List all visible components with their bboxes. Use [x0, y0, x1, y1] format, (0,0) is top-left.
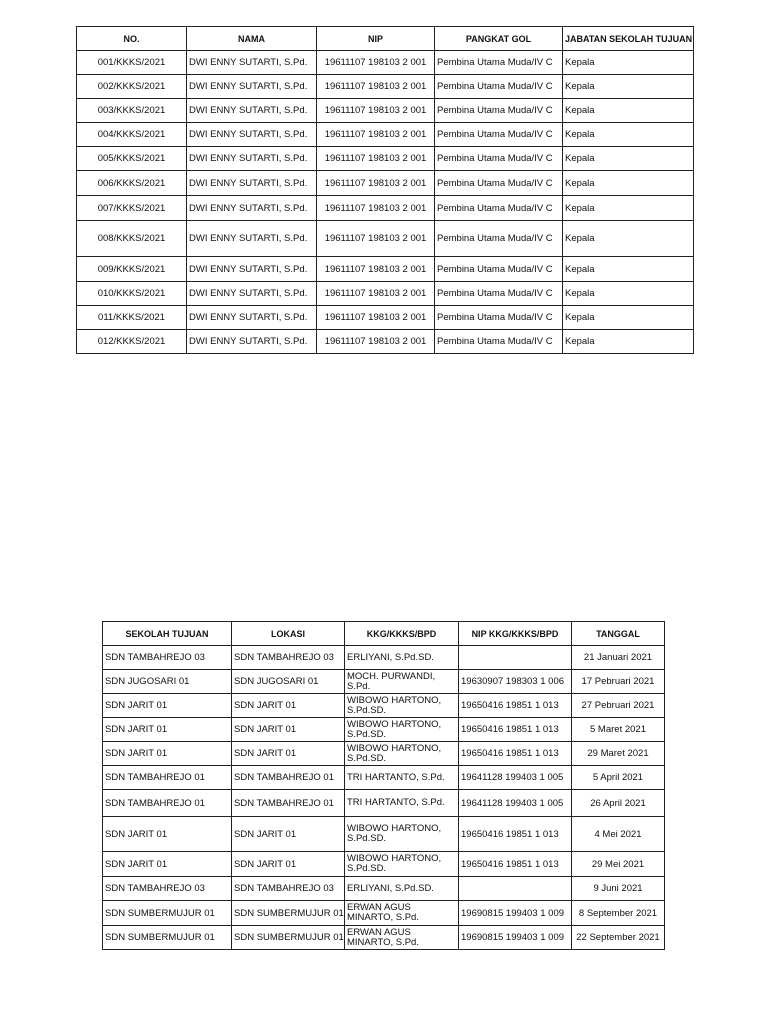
- cell-sekolah-tujuan: SDN JARIT 01: [103, 852, 232, 877]
- cell-nip-kkg: 19650416 19851 1 013: [459, 718, 572, 742]
- cell-kkg: WIBOWO HARTONO, S.Pd.SD.: [345, 852, 459, 877]
- cell-lokasi: SDN TAMBAHREJO 03: [232, 877, 345, 901]
- cell-nama: DWI ENNY SUTARTI, S.Pd.: [187, 196, 317, 221]
- header-tanggal: TANGGAL: [572, 622, 665, 646]
- surat-table: [76, 26, 694, 354]
- cell-tanggal: 5 April 2021: [572, 766, 665, 790]
- cell-kkg: WIBOWO HARTONO, S.Pd.SD.: [345, 817, 459, 852]
- cell-pangkat: Pembina Utama Muda/IV C: [435, 123, 563, 147]
- table-row: [103, 646, 665, 670]
- cell-nama: DWI ENNY SUTARTI, S.Pd.: [187, 75, 317, 99]
- table-row: [77, 147, 694, 171]
- cell-pangkat: Pembina Utama Muda/IV C: [435, 99, 563, 123]
- table-row: [77, 171, 694, 196]
- cell-jabatan: Kepala: [563, 330, 694, 354]
- cell-jabatan: Kepala: [563, 221, 694, 257]
- cell-kkg: TRI HARTANTO, S.Pd.: [345, 766, 459, 790]
- cell-nip-kkg: 19650416 19851 1 013: [459, 852, 572, 877]
- table-row: [103, 766, 665, 790]
- cell-sekolah-tujuan: SDN JUGOSARI 01: [103, 670, 232, 694]
- cell-sekolah-tujuan: SDN TAMBAHREJO 03: [103, 877, 232, 901]
- cell-no: 010/KKKS/2021: [77, 282, 187, 306]
- cell-tanggal: 8 September 2021: [572, 901, 665, 926]
- cell-nama: DWI ENNY SUTARTI, S.Pd.: [187, 257, 317, 282]
- cell-pangkat: Pembina Utama Muda/IV C: [435, 75, 563, 99]
- cell-pangkat: Pembina Utama Muda/IV C: [435, 221, 563, 257]
- table-row: [77, 282, 694, 306]
- cell-nip: 19611107 198103 2 001: [317, 306, 435, 330]
- table-header-row: [77, 27, 694, 51]
- cell-sekolah-tujuan: SDN JARIT 01: [103, 742, 232, 766]
- header-no: NO.: [77, 27, 187, 51]
- table-row: [77, 99, 694, 123]
- cell-pangkat: Pembina Utama Muda/IV C: [435, 147, 563, 171]
- table-row: [103, 742, 665, 766]
- cell-no: 007/KKKS/2021: [77, 196, 187, 221]
- cell-jabatan: Kepala: [563, 99, 694, 123]
- cell-jabatan: Kepala: [563, 282, 694, 306]
- cell-jabatan: Kepala: [563, 306, 694, 330]
- table-row: [77, 330, 694, 354]
- header-nip-kkg: NIP KKG/KKKS/BPD: [459, 622, 572, 646]
- cell-no: 012/KKKS/2021: [77, 330, 187, 354]
- cell-kkg: WIBOWO HARTONO, S.Pd.SD.: [345, 742, 459, 766]
- cell-pangkat: Pembina Utama Muda/IV C: [435, 306, 563, 330]
- cell-tanggal: 4 Mei 2021: [572, 817, 665, 852]
- table-row: [77, 51, 694, 75]
- cell-nip-kkg: 19630907 198303 1 006: [459, 670, 572, 694]
- cell-kkg: TRI HARTANTO, S.Pd.: [345, 790, 459, 817]
- header-pangkat-gol: PANGKAT GOL: [435, 27, 563, 51]
- cell-jabatan: Kepala: [563, 196, 694, 221]
- cell-lokasi: SDN JARIT 01: [232, 742, 345, 766]
- cell-jabatan: Kepala: [563, 171, 694, 196]
- cell-pangkat: Pembina Utama Muda/IV C: [435, 257, 563, 282]
- cell-tanggal: 17 Pebruari 2021: [572, 670, 665, 694]
- cell-jabatan: Kepala: [563, 51, 694, 75]
- cell-no: 005/KKKS/2021: [77, 147, 187, 171]
- cell-lokasi: SDN SUMBERMUJUR 01: [232, 926, 345, 950]
- cell-nip: 19611107 198103 2 001: [317, 123, 435, 147]
- cell-kkg: ERLIYANI, S.Pd.SD.: [345, 646, 459, 670]
- cell-nama: DWI ENNY SUTARTI, S.Pd.: [187, 51, 317, 75]
- table-row: [77, 123, 694, 147]
- cell-nama: DWI ENNY SUTARTI, S.Pd.: [187, 147, 317, 171]
- cell-nip-kkg: [459, 877, 572, 901]
- cell-sekolah-tujuan: SDN TAMBAHREJO 01: [103, 790, 232, 817]
- cell-lokasi: SDN TAMBAHREJO 01: [232, 766, 345, 790]
- cell-no: 004/KKKS/2021: [77, 123, 187, 147]
- table-header-row: [103, 622, 665, 646]
- table-row: [103, 718, 665, 742]
- cell-nip: 19611107 198103 2 001: [317, 99, 435, 123]
- cell-nip-kkg: [459, 646, 572, 670]
- table-row: [103, 817, 665, 852]
- table-row: [103, 926, 665, 950]
- cell-nip-kkg: 19641128 199403 1 005: [459, 766, 572, 790]
- cell-tanggal: 22 September 2021: [572, 926, 665, 950]
- table-row: [103, 694, 665, 718]
- header-nama: NAMA: [187, 27, 317, 51]
- cell-pangkat: Pembina Utama Muda/IV C: [435, 196, 563, 221]
- cell-sekolah-tujuan: SDN SUMBERMUJUR 01: [103, 926, 232, 950]
- cell-lokasi: SDN TAMBAHREJO 03: [232, 646, 345, 670]
- cell-nip-kkg: 19650416 19851 1 013: [459, 817, 572, 852]
- cell-sekolah-tujuan: SDN JARIT 01: [103, 694, 232, 718]
- cell-nip: 19611107 198103 2 001: [317, 257, 435, 282]
- table-row: [103, 790, 665, 817]
- table-row: [77, 75, 694, 99]
- cell-no: 001/KKKS/2021: [77, 51, 187, 75]
- kunjungan-table: [102, 621, 665, 950]
- table-row: [77, 257, 694, 282]
- cell-lokasi: SDN SUMBERMUJUR 01: [232, 901, 345, 926]
- cell-no: 009/KKKS/2021: [77, 257, 187, 282]
- cell-kkg: WIBOWO HARTONO, S.Pd.SD.: [345, 694, 459, 718]
- cell-kkg: ERLIYANI, S.Pd.SD.: [345, 877, 459, 901]
- cell-nip: 19611107 198103 2 001: [317, 282, 435, 306]
- cell-no: 003/KKKS/2021: [77, 99, 187, 123]
- cell-kkg: ERWAN AGUS MINARTO, S.Pd.: [345, 901, 459, 926]
- cell-tanggal: 5 Maret 2021: [572, 718, 665, 742]
- cell-lokasi: SDN JARIT 01: [232, 852, 345, 877]
- cell-tanggal: 21 Januari 2021: [572, 646, 665, 670]
- cell-nama: DWI ENNY SUTARTI, S.Pd.: [187, 221, 317, 257]
- cell-tanggal: 27 Pebruari 2021: [572, 694, 665, 718]
- header-lokasi: LOKASI: [232, 622, 345, 646]
- header-nip: NIP: [317, 27, 435, 51]
- cell-lokasi: SDN JARIT 01: [232, 718, 345, 742]
- cell-nip: 19611107 198103 2 001: [317, 75, 435, 99]
- cell-no: 011/KKKS/2021: [77, 306, 187, 330]
- table-row: [77, 196, 694, 221]
- cell-nama: DWI ENNY SUTARTI, S.Pd.: [187, 306, 317, 330]
- cell-kkg: MOCH. PURWANDI, S.Pd.: [345, 670, 459, 694]
- cell-no: 008/KKKS/2021: [77, 221, 187, 257]
- table-row: [103, 877, 665, 901]
- cell-nip-kkg: 19641128 199403 1 005: [459, 790, 572, 817]
- cell-nip: 19611107 198103 2 001: [317, 147, 435, 171]
- table-row: [103, 670, 665, 694]
- cell-tanggal: 29 Maret 2021: [572, 742, 665, 766]
- cell-lokasi: SDN JARIT 01: [232, 694, 345, 718]
- cell-nama: DWI ENNY SUTARTI, S.Pd.: [187, 123, 317, 147]
- cell-pangkat: Pembina Utama Muda/IV C: [435, 51, 563, 75]
- cell-sekolah-tujuan: SDN TAMBAHREJO 03: [103, 646, 232, 670]
- cell-nama: DWI ENNY SUTARTI, S.Pd.: [187, 282, 317, 306]
- cell-kkg: WIBOWO HARTONO, S.Pd.SD.: [345, 718, 459, 742]
- cell-pangkat: Pembina Utama Muda/IV C: [435, 171, 563, 196]
- cell-nip: 19611107 198103 2 001: [317, 330, 435, 354]
- header-jabatan: JABATAN SEKOLAH TUJUAN: [563, 27, 694, 51]
- cell-kkg: ERWAN AGUS MINARTO, S.Pd.: [345, 926, 459, 950]
- cell-no: 002/KKKS/2021: [77, 75, 187, 99]
- cell-nip: 19611107 198103 2 001: [317, 171, 435, 196]
- header-sekolah-tujuan: SEKOLAH TUJUAN: [103, 622, 232, 646]
- cell-no: 006/KKKS/2021: [77, 171, 187, 196]
- cell-pangkat: Pembina Utama Muda/IV C: [435, 330, 563, 354]
- cell-nip-kkg: 19650416 19851 1 013: [459, 694, 572, 718]
- cell-nama: DWI ENNY SUTARTI, S.Pd.: [187, 171, 317, 196]
- table-row: [77, 221, 694, 257]
- cell-lokasi: SDN JARIT 01: [232, 817, 345, 852]
- cell-nip-kkg: 19650416 19851 1 013: [459, 742, 572, 766]
- cell-sekolah-tujuan: SDN SUMBERMUJUR 01: [103, 901, 232, 926]
- cell-sekolah-tujuan: SDN JARIT 01: [103, 718, 232, 742]
- cell-jabatan: Kepala: [563, 147, 694, 171]
- cell-pangkat: Pembina Utama Muda/IV C: [435, 282, 563, 306]
- cell-sekolah-tujuan: SDN TAMBAHREJO 01: [103, 766, 232, 790]
- cell-tanggal: 9 Juni 2021: [572, 877, 665, 901]
- cell-tanggal: 29 Mei 2021: [572, 852, 665, 877]
- cell-lokasi: SDN JUGOSARI 01: [232, 670, 345, 694]
- table-row: [77, 306, 694, 330]
- table-row: [103, 852, 665, 877]
- cell-nip-kkg: 19690815 199403 1 009: [459, 926, 572, 950]
- cell-nama: DWI ENNY SUTARTI, S.Pd.: [187, 99, 317, 123]
- cell-jabatan: Kepala: [563, 257, 694, 282]
- cell-nip: 19611107 198103 2 001: [317, 221, 435, 257]
- cell-lokasi: SDN TAMBAHREJO 01: [232, 790, 345, 817]
- cell-nip: 19611107 198103 2 001: [317, 51, 435, 75]
- cell-tanggal: 26 April 2021: [572, 790, 665, 817]
- cell-nip-kkg: 19690815 199403 1 009: [459, 901, 572, 926]
- cell-jabatan: Kepala: [563, 75, 694, 99]
- cell-jabatan: Kepala: [563, 123, 694, 147]
- cell-nama: DWI ENNY SUTARTI, S.Pd.: [187, 330, 317, 354]
- table-row: [103, 901, 665, 926]
- cell-nip: 19611107 198103 2 001: [317, 196, 435, 221]
- cell-sekolah-tujuan: SDN JARIT 01: [103, 817, 232, 852]
- header-kkg: KKG/KKKS/BPD: [345, 622, 459, 646]
